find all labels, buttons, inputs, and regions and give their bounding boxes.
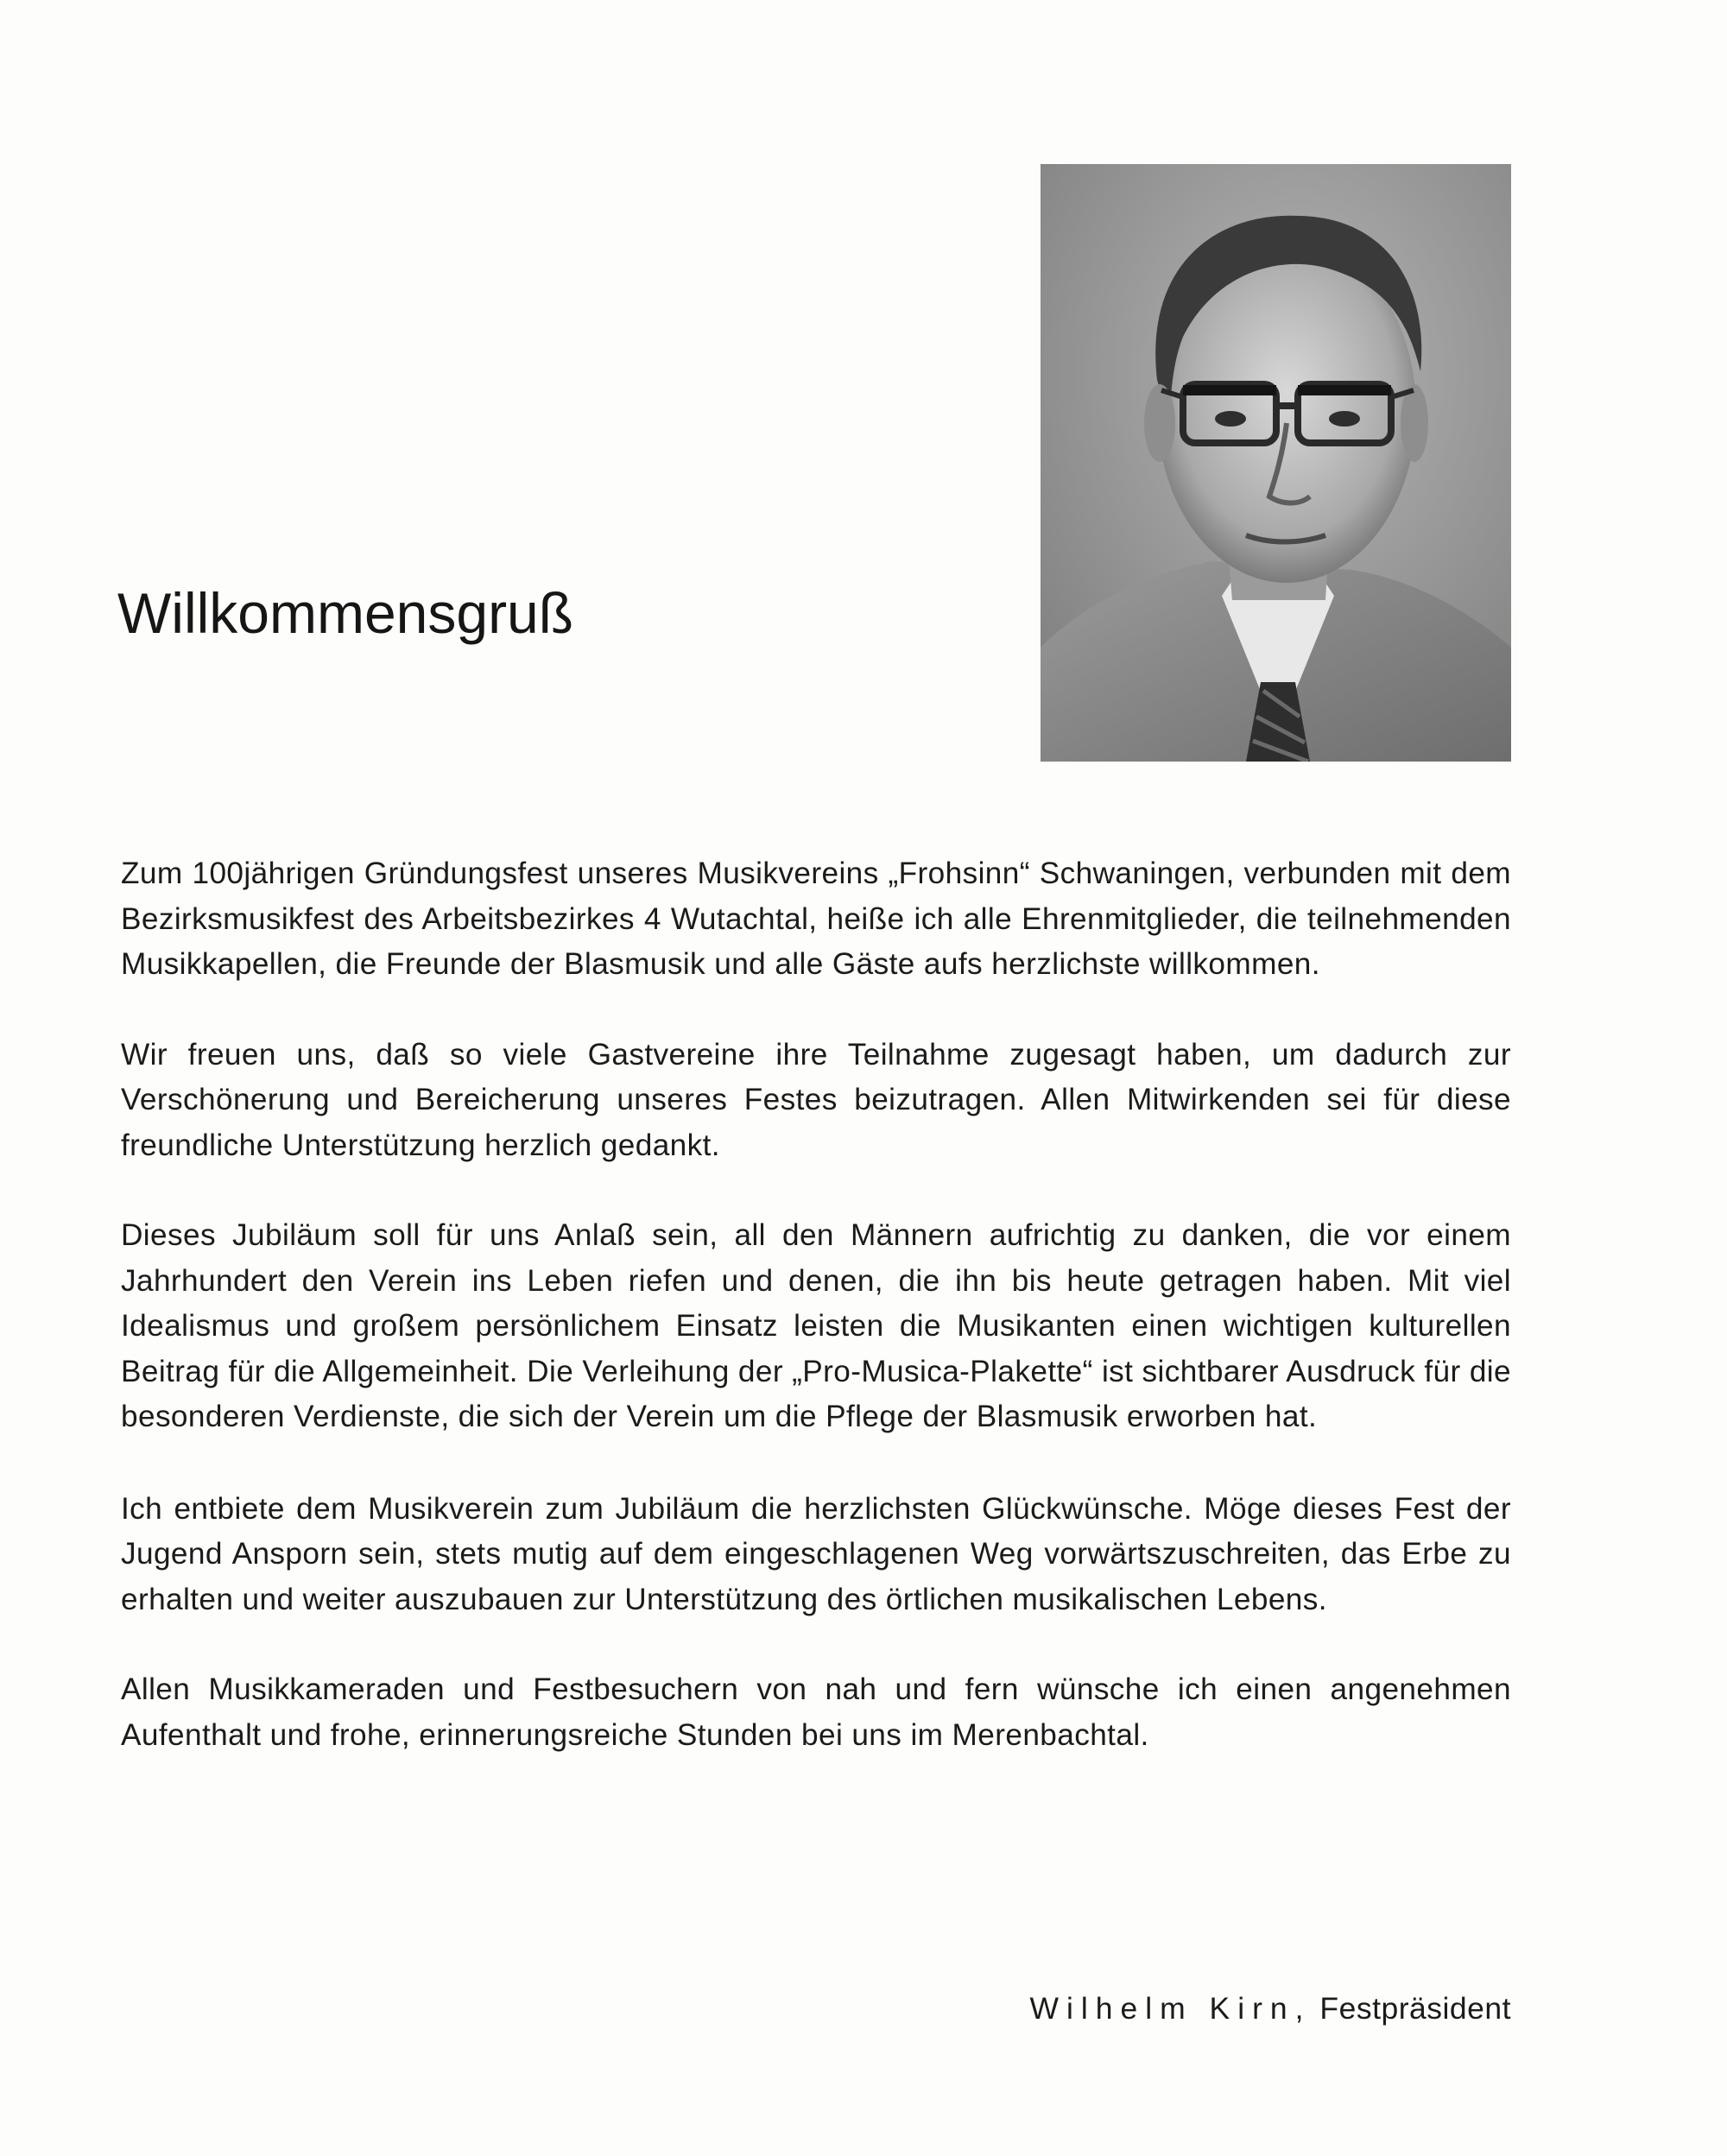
signature-title: Festpräsident	[1319, 1991, 1511, 2026]
paragraph: Zum 100jährigen Gründungsfest unseres Musikvereins „Frohsinn“ Schwaningen, verbunden mit dem Bezirksmusikfest des Arbeitsbezirkes 4 Wutachtal, heiße ich alle Ehrenmitglieder, die teilnehmenden Musikkapellen, die Freunde der Blasmusik und alle Gäste aufs herzlichste willkommen.	[121, 857, 1511, 981]
paragraph: Ich entbiete dem Musikverein zum Jubiläum die herzlichsten Glückwünsche. Möge dieses Fest der Jugend Ansporn sein, stets mutig auf dem eingeschlagenen Weg vorwärtszuschreiten, das Erbe zu erhalten und weiter auszubauen zur Unterstützung des örtlichen musikalischen Lebens.	[121, 1491, 1511, 1616]
portrait-illustration	[1041, 164, 1511, 762]
paragraph: Dieses Jubiläum soll für uns Anlaß sein, all den Männern aufrichtig zu danken, die vor einem Jahrhundert den Verein ins Leben riefen und denen, die ihn bis heute getragen haben. Mit viel Idealismus und großem persönlichem Einsatz leisten die Musikanten einen wichtigen kulturellen Beitrag für die Allgemeinheit. Die Verleihung der „Pro-Musica-Plakette“ ist sichtbarer Ausdruck für die besonderen Verdienste, die sich der Verein um die Pflege der Blasmusik erworben hat.	[121, 1218, 1511, 1433]
portrait-photo	[1041, 164, 1511, 762]
letter-body	[121, 851, 1511, 1803]
paragraph: Wir freuen uns, daß so viele Gastvereine ihre Teilnahme zugesagt haben, um dadurch zur Verschönerung und Bereicherung unseres Festes beizutragen. Allen Mitwirkenden sei für diese freundliche Unterstützung herzlich gedankt.	[121, 1037, 1511, 1162]
signature	[1029, 1988, 1511, 2029]
page-heading: Willkommensgruß	[117, 581, 574, 645]
signature-name: Wilhelm Kirn,	[1029, 1991, 1312, 2026]
paragraph: Allen Musikkameraden und Festbesuchern von nah und fern wünsche ich einen angenehmen Aufenthalt und frohe, erinnerungsreiche Stunden bei uns im Merenbachtal.	[121, 1672, 1511, 1752]
